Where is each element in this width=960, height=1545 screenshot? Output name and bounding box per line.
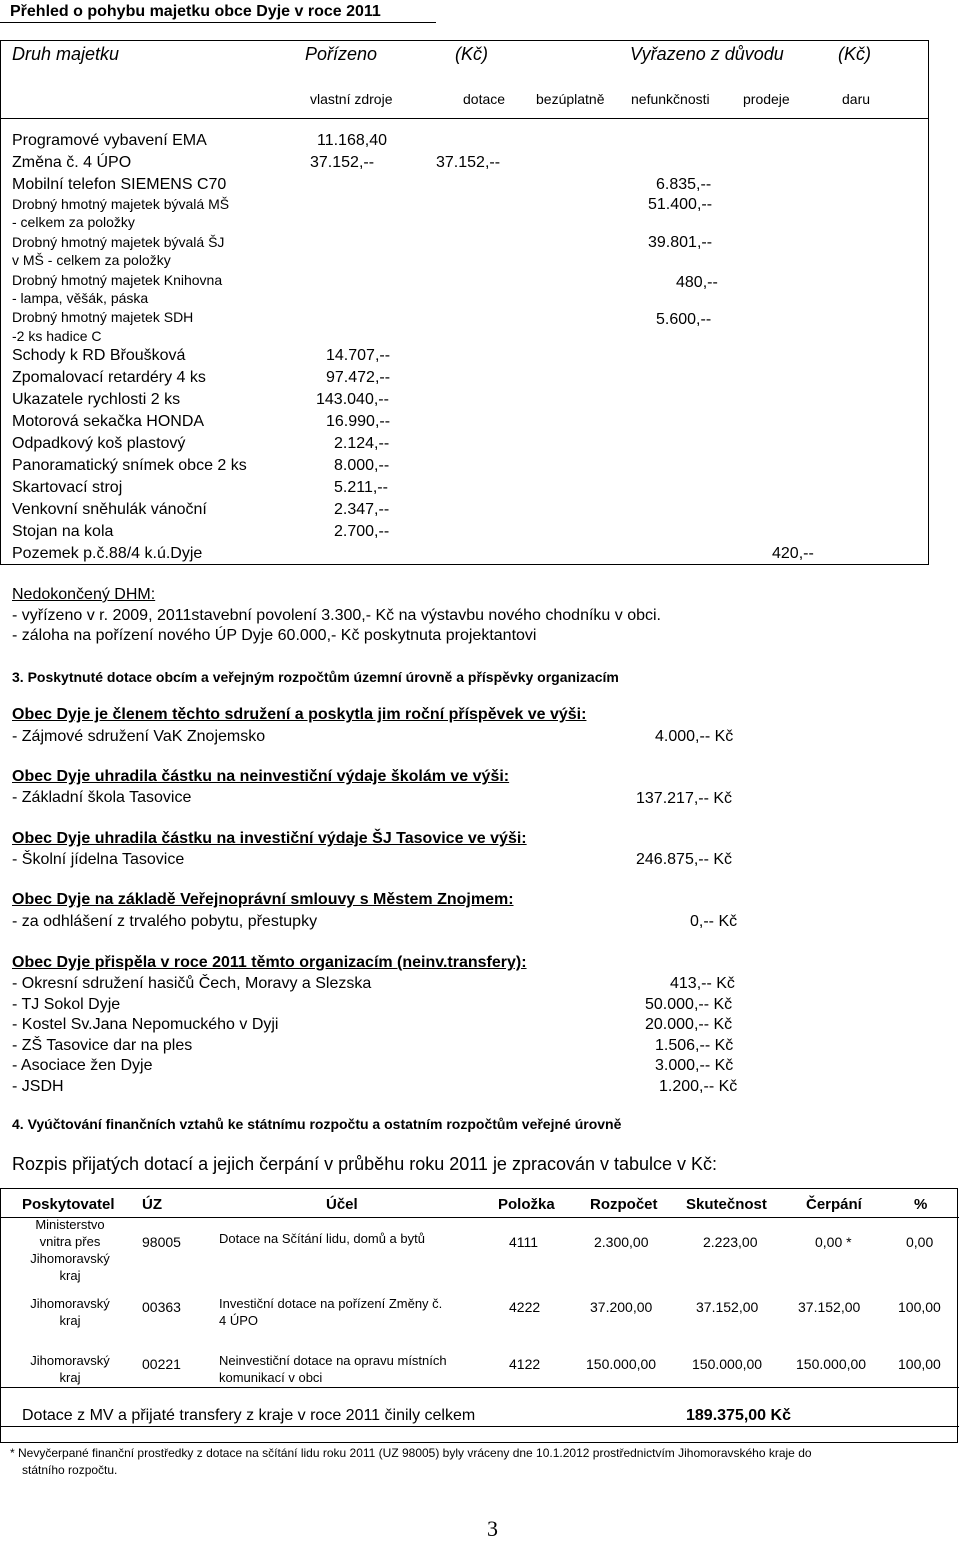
grant-provider <box>30 1352 110 1386</box>
asset-own-value: 2.347,-- <box>334 501 390 518</box>
section4-intro: Rozpis přijatých dotací a jejich čerpání v průběhu roku 2011 je zpracován v tabulce v Kč: <box>12 1154 718 1174</box>
page-title: Přehled o pohybu majetku obce Dyje v roce 2011 <box>10 3 381 20</box>
group-item-label: - Okresní sdružení hasičů Čech, Moravy a Slezska <box>12 975 372 992</box>
grant-col-draw: Čerpání <box>806 1196 862 1213</box>
grant-pct: 100,00 <box>898 1299 941 1315</box>
grant-budget: 2.300,00 <box>594 1234 649 1250</box>
unfinished-heading: Nedokončený DHM: <box>12 586 156 603</box>
unfinished-line: - vyřízeno v r. 2009, 2011stavební povolení 3.300,- Kč na výstavbu nového chodníku v obci. <box>12 607 661 624</box>
grant-item: 4111 <box>509 1234 539 1250</box>
grant-budget: 150.000,00 <box>586 1356 657 1372</box>
grant-purpose <box>219 1295 442 1329</box>
asset-name: Mobilní telefon SIEMENS C70 <box>12 176 227 193</box>
group-heading: Obec Dyje uhradila částku na investiční výdaje ŠJ Tasovice ve výši: <box>12 830 527 847</box>
asset-name: Schody k RD Břoušková <box>12 347 186 364</box>
asset-name: Odpadkový koš plastový <box>12 435 186 452</box>
asset-own-value: 8.000,-- <box>334 457 390 474</box>
group-heading: Obec Dyje přispěla v roce 2011 těmto organizacím (neinv.transfery): <box>12 954 527 971</box>
asset-name: Panoramatický snímek obce 2 ks <box>12 457 247 474</box>
grant-table-rule <box>1 1426 959 1427</box>
unfinished-line: - záloha na pořízení nového ÚP Dyje 60.000,- Kč poskytnuta projektantovi <box>12 627 537 644</box>
group-heading: Obec Dyje je členem těchto sdružení a poskytla jim roční příspěvek ve výši: <box>12 706 587 723</box>
asset-name: Drobný hmotný majetek SDH <box>12 309 194 325</box>
group-item-amount: 4.000,-- Kč <box>655 728 734 745</box>
asset-name-cont: v MŠ - celkem za položky <box>12 252 171 268</box>
grant-budget: 37.200,00 <box>590 1299 653 1315</box>
grant-provider-line: Jihomoravský <box>30 1353 110 1368</box>
col-header-acquired: Pořízeno <box>305 44 378 64</box>
asset-own-value: 2.700,-- <box>334 523 390 540</box>
grant-table-rule <box>1 1387 959 1388</box>
asset-nonfunctional-value: 51.400,-- <box>648 196 713 213</box>
col-header-type: Druh majetku <box>12 44 120 64</box>
group-item-label: - Základní škola Tasovice <box>12 789 192 806</box>
group-item-amount: 50.000,-- Kč <box>645 996 733 1013</box>
grant-provider-line: kraj <box>59 1370 81 1385</box>
subheader-grant: dotace <box>463 91 506 107</box>
grant-actual: 2.223,00 <box>703 1234 758 1250</box>
grant-col-actual: Skutečnost <box>686 1196 767 1213</box>
grant-item: 4122 <box>509 1356 541 1372</box>
grant-col-pct: % <box>914 1196 928 1213</box>
grant-col-uz: ÚZ <box>142 1196 162 1213</box>
subheader-gift: daru <box>842 91 871 107</box>
group-item-amount: 413,-- Kč <box>670 975 735 992</box>
grant-provider-line: kraj <box>59 1268 81 1283</box>
asset-nonfunctional-value: 39.801,-- <box>648 234 713 251</box>
asset-name: Programové vybavení EMA <box>12 132 207 149</box>
col-header-disposed: Vyřazeno z důvodu <box>630 44 784 64</box>
asset-own-value: 97.472,-- <box>326 369 391 386</box>
group-item-amount: 1.506,-- Kč <box>655 1037 734 1054</box>
grant-uz: 00221 <box>142 1356 181 1372</box>
grant-table-rule <box>1 1217 959 1218</box>
asset-nonfunctional-value: 480,-- <box>676 274 718 291</box>
section4-heading: 4. Vyúčtování finančních vztahů ke státnímu rozpočtu a ostatním rozpočtům veřejné úrovně <box>12 1116 622 1132</box>
asset-name: Ukazatele rychlosti 2 ks <box>12 391 181 408</box>
group-item-label: - za odhlášení z trvalého pobytu, přestupky <box>12 913 318 930</box>
grant-provider-line: vnitra přes <box>39 1234 101 1249</box>
footnote-cont: státního rozpočtu. <box>22 1463 118 1477</box>
group-heading: Obec Dyje uhradila částku na neinvestiční výdaje školám ve výši: <box>12 768 510 785</box>
grant-purpose: Dotace na Sčítání lidu, domů a bytů <box>219 1231 425 1246</box>
group-item-label: - Kostel Sv.Jana Nepomuckého v Dyji <box>12 1016 279 1033</box>
asset-name-cont: - lampa, věšák, páska <box>12 290 149 306</box>
asset-name-cont: - celkem za položky <box>12 214 135 230</box>
grant-uz: 98005 <box>142 1234 181 1250</box>
footnote: * Nevyčerpané finanční prostředky z dotace na sčítání lidu roku 2011 (UZ 98005) byly vráceny dne 10.1.2012 prostřednictvím Jihomoravského kraje do <box>10 1446 812 1460</box>
asset-grant-value: 37.152,-- <box>436 154 501 171</box>
grant-actual: 37.152,00 <box>696 1299 759 1315</box>
col-header-disposed-unit: (Kč) <box>838 44 871 64</box>
grant-uz: 00363 <box>142 1299 181 1315</box>
grant-draw: 0,00 * <box>815 1234 852 1250</box>
subheader-nonfunctional: nefunkčnosti <box>631 91 710 107</box>
asset-name: Změna č. 4 ÚPO <box>12 154 132 171</box>
grant-table <box>0 1188 958 1443</box>
group-item-label: - ZŠ Tasovice dar na ples <box>12 1037 193 1054</box>
grant-col-provider: Poskytovatel <box>22 1196 115 1213</box>
group-item-label: - TJ Sokol Dyje <box>12 996 121 1013</box>
grant-provider-line: Ministerstvo <box>35 1217 105 1232</box>
title-underline <box>0 22 436 23</box>
subheader-own: vlastní zdroje <box>310 91 393 107</box>
asset-name: Drobný hmotný majetek bývalá ŠJ <box>12 234 225 250</box>
group-item-amount: 3.000,-- Kč <box>655 1057 734 1074</box>
group-item-amount: 20.000,-- Kč <box>645 1016 733 1033</box>
group-item-label: - Školní jídelna Tasovice <box>12 851 185 868</box>
asset-name: Pozemek p.č.88/4 k.ú.Dyje <box>12 545 203 562</box>
group-item-amount: 246.875,-- Kč <box>636 851 733 868</box>
group-item-amount: 0,-- Kč <box>690 913 738 930</box>
grant-purpose-line: Neinvestiční dotace na opravu místních <box>219 1353 447 1368</box>
grant-provider-line: Jihomoravský <box>30 1251 110 1266</box>
grant-col-budget: Rozpočet <box>590 1196 658 1213</box>
group-item-label: - JSDH <box>12 1078 64 1095</box>
col-header-acquired-unit: (Kč) <box>455 44 488 64</box>
asset-name: Motorová sekačka HONDA <box>12 413 205 430</box>
asset-own-value: 5.211,-- <box>334 479 388 496</box>
group-heading: Obec Dyje na základě Veřejnoprávní smlouvy s Městem Znojmem: <box>12 891 514 908</box>
grant-total-value: 189.375,00 Kč <box>686 1407 791 1424</box>
group-item-label: - Asociace žen Dyje <box>12 1057 153 1074</box>
group-item-amount: 137.217,-- Kč <box>636 790 733 807</box>
grant-draw: 37.152,00 <box>798 1299 861 1315</box>
subheader-sale: prodeje <box>743 91 790 107</box>
asset-own-value: 143.040,-- <box>316 391 389 408</box>
asset-name-cont: -2 ks hadice C <box>12 328 102 344</box>
asset-nonfunctional-value: 6.835,-- <box>656 176 712 193</box>
asset-name: Venkovní sněhulák vánoční <box>12 501 207 518</box>
asset-own-value: 16.990,-- <box>326 413 391 430</box>
asset-sale-value: 420,-- <box>772 545 814 562</box>
grant-pct: 0,00 <box>906 1234 934 1250</box>
grant-purpose-line: komunikací v obci <box>219 1370 323 1385</box>
group-item-label: - Zájmové sdružení VaK Znojemsko <box>12 728 266 745</box>
grant-col-item: Položka <box>498 1196 555 1213</box>
asset-name: Drobný hmotný majetek Knihovna <box>12 272 223 288</box>
grant-purpose-line: Investiční dotace na pořízení Změny č. <box>219 1296 443 1311</box>
grant-provider <box>30 1216 110 1284</box>
grant-total-label: Dotace z MV a přijaté transfery z kraje v roce 2011 činily celkem <box>22 1407 476 1424</box>
grant-actual: 150.000,00 <box>692 1356 763 1372</box>
grant-purpose <box>219 1352 447 1386</box>
asset-own-value: 11.168,40 <box>317 132 387 149</box>
grant-purpose-line: 4 ÚPO <box>219 1313 259 1328</box>
asset-name: Drobný hmotný majetek bývalá MŠ <box>12 196 230 212</box>
asset-name: Zpomalovací retardéry 4 ks <box>12 369 206 386</box>
grant-item: 4222 <box>509 1299 541 1315</box>
asset-nonfunctional-value: 5.600,-- <box>656 311 712 328</box>
grant-pct: 100,00 <box>898 1356 941 1372</box>
grant-draw: 150.000,00 <box>796 1356 867 1372</box>
grant-provider <box>30 1295 110 1329</box>
asset-own-value: 2.124,-- <box>334 435 390 452</box>
asset-name: Skartovací stroj <box>12 479 123 496</box>
grant-provider-line: kraj <box>59 1313 81 1328</box>
asset-own-value: 37.152,-- <box>310 154 375 171</box>
page-number: 3 <box>487 1516 498 1541</box>
asset-name: Stojan na kola <box>12 523 114 540</box>
grant-col-purpose: Účel <box>326 1196 358 1213</box>
subheader-free: bezúplatně <box>536 91 605 107</box>
section3-heading: 3. Poskytnuté dotace obcím a veřejným rozpočtům územní úrovně a příspěvky organizacím <box>12 669 619 685</box>
asset-own-value: 14.707,-- <box>326 347 391 364</box>
grant-provider-line: Jihomoravský <box>30 1296 110 1311</box>
group-item-amount: 1.200,-- Kč <box>659 1078 738 1095</box>
